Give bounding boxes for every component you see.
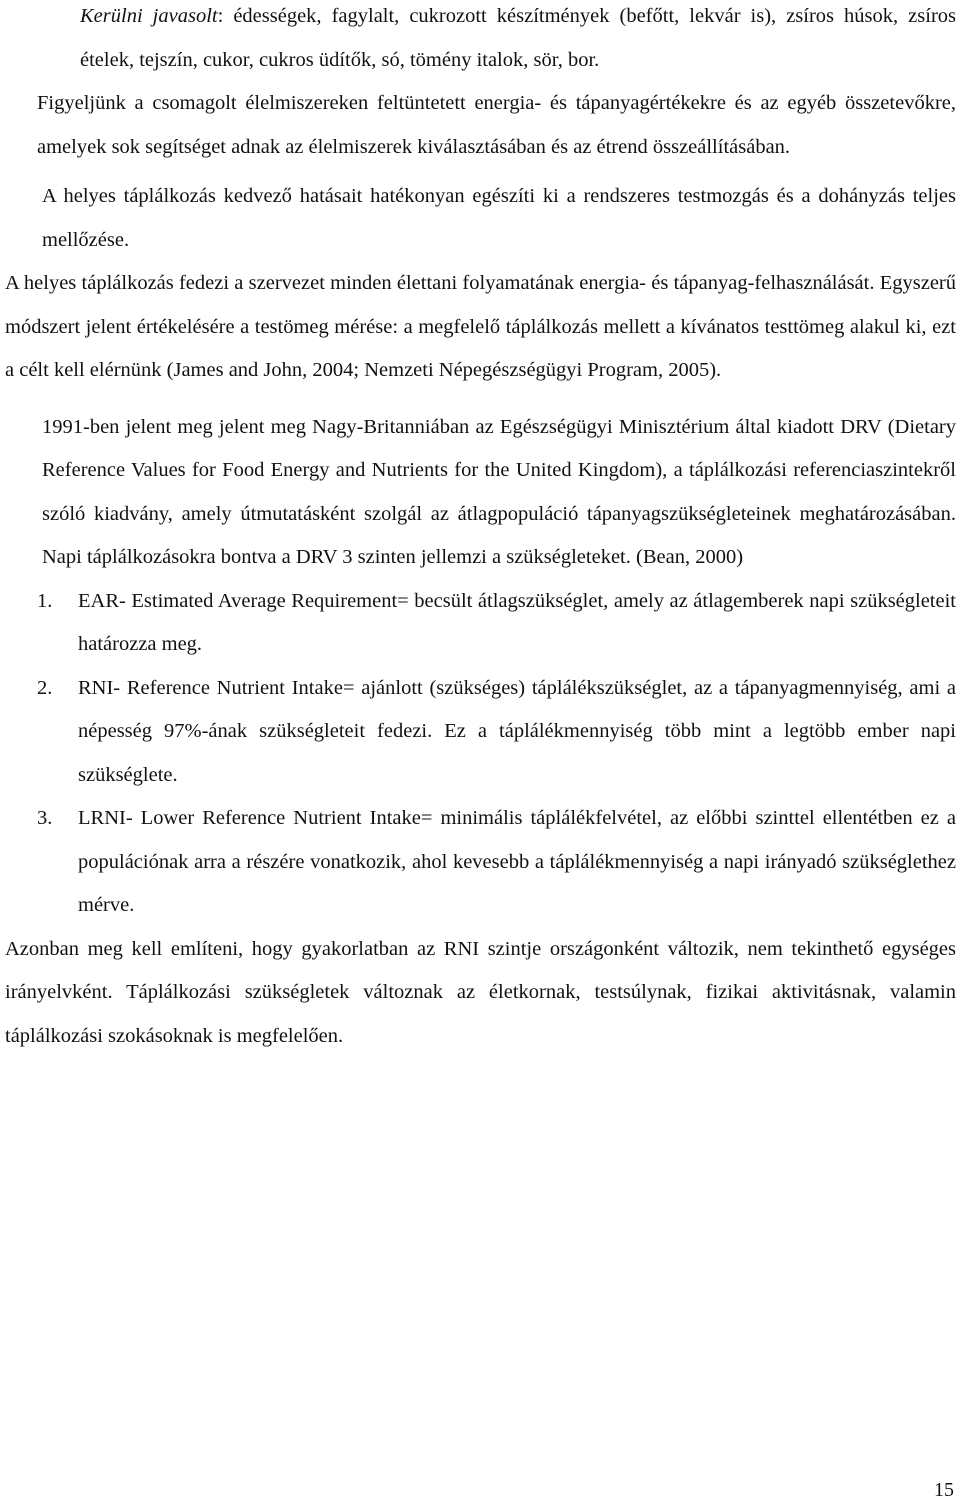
list-item-number: 1. — [37, 589, 53, 612]
energy-paragraph: A helyes táplálkozás fedezi a szervezet minden élettani folyamatának energia- és tápanyag-felhasználását. Egyszerű módszert jelent értékelésére a testömeg mérése: a megfelelő táplálkozás mellett a kívánatos testtömeg alakul ki, ezt a célt kell elérnünk (James and John, 2004; Nemzeti Népegészségügyi Program, 2005). — [5, 272, 956, 381]
drv-paragraph: 1991-ben jelent meg jelent meg Nagy-Britanniában az Egészségügyi Minisztérium által kiadott DRV (Dietary Reference Values for Food Energy and Nutrients for the United Kingdom), a táplálkozási referenciaszintekről szóló kiadvány, amely útmutatásként szolgál az átlagpopuláció tápanyagszükségleteinek meghatározásában. Napi táplálkozásokra bontva a DRV 3 szinten jellemzi a szükségleteket. (Bean, 2000) — [42, 415, 956, 568]
avoid-foods-label: Kerülni javasolt — [80, 5, 218, 27]
list-item-number: 2. — [37, 676, 53, 699]
conclusion-paragraph: Azonban meg kell említeni, hogy gyakorlatban az RNI szintje országonként változik, nem tekinthető egységes irányelvként. Táplálkozási szükségletek változnak az életkornak, testsúlynak, fizikai aktivitásnak, valamin táplálkozási szokásoknak is megfelelően. — [5, 937, 956, 1047]
list-item — [5, 580, 956, 667]
list-item-text: RNI- Reference Nutrient Intake= ajánlott (szükséges) táplálékszükséglet, az a tápanyagmennyiség, ami a népesség 97%-ának szükségleteit fedezi. Ez a táplálékmennyiség több mint a legtöbb ember napi szükséglete. — [78, 676, 956, 786]
list-item — [5, 797, 956, 928]
drv-levels-list — [5, 580, 956, 928]
list-item — [5, 667, 956, 798]
list-item-text: EAR- Estimated Average Requirement= becsült átlagszükséglet, amely az átlagemberek napi szükségleteit határozza meg. — [78, 589, 956, 655]
document-page — [5, 0, 956, 1058]
avoid-foods-text: : édességek, fagylalt, cukrozott készítmények (befőtt, lekvár is), zsíros húsok, zsíros ételek, tejszín, cukor, cukros üdítők, só, tömény italok, sör, bor. — [80, 5, 957, 71]
avoid-foods-paragraph — [5, 0, 956, 82]
food-labels-paragraph: Figyeljünk a csomagolt élelmiszereken feltüntetett energia- és tápanyagértékekre és az egyéb összetevőkre, amelyek sok segítséget adnak az élelmiszerek kiválasztásában és az étrend összeállításában. — [37, 92, 956, 158]
list-item-text: LRNI- Lower Reference Nutrient Intake= minimális táplálékfelvétel, az előbbi szinttel ellentétben ez a populációnak arra a részére vonatkozik, ahol kevesebb a táplálékmennyiség a napi irányadó szükséglethez mérve. — [78, 807, 956, 916]
list-item-number: 3. — [37, 807, 53, 829]
exercise-paragraph: A helyes táplálkozás kedvező hatásait hatékonyan egészíti ki a rendszeres testmozgás és a dohányzás teljes mellőzése. — [42, 185, 956, 251]
page-number: 15 — [934, 1479, 954, 1501]
